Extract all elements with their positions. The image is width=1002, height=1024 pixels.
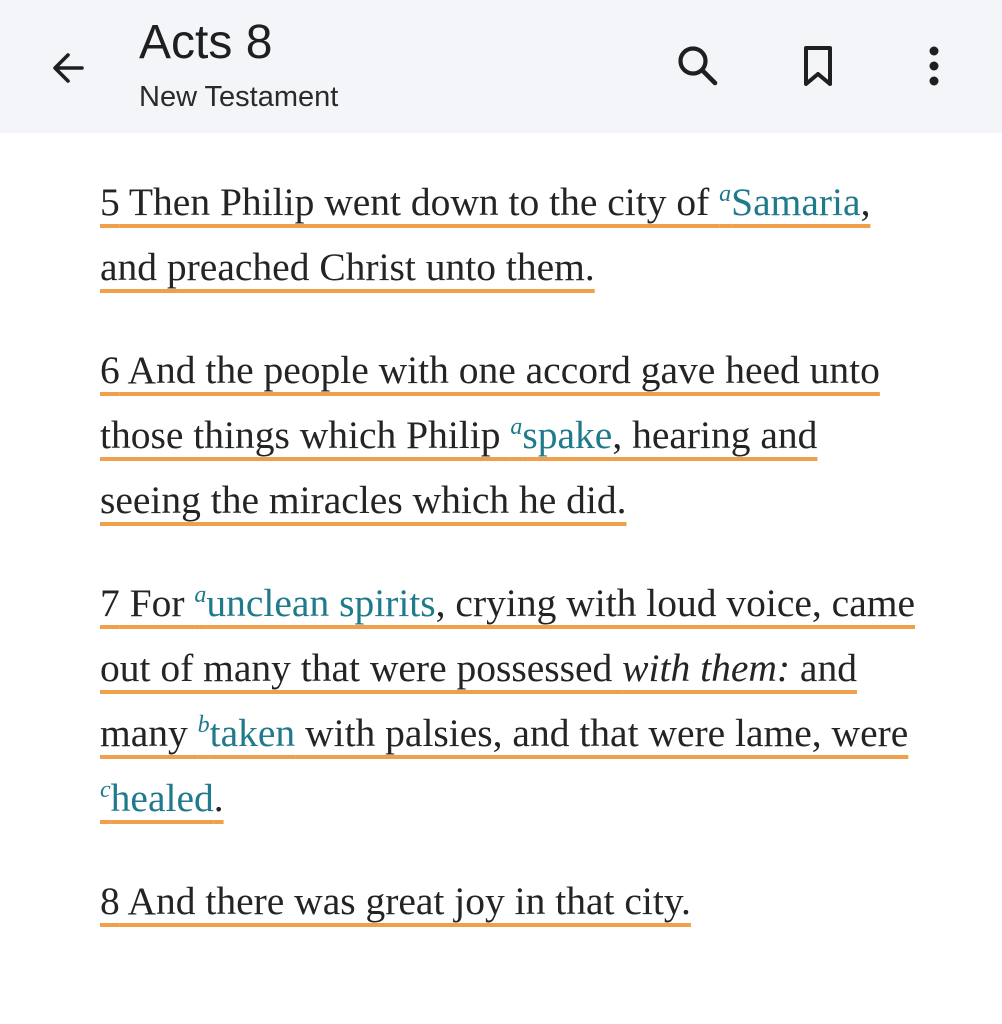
verse-text: .: [213, 776, 224, 820]
italic-text: with them:: [622, 646, 791, 690]
verse-number: 8: [100, 879, 120, 923]
footnote-link[interactable]: unclean spirits: [206, 581, 436, 625]
bookmark-icon: [798, 43, 838, 89]
title-block: [139, 14, 338, 115]
verse-text: with palsies, and that were lame, were: [295, 711, 909, 755]
more-options-button[interactable]: [902, 34, 966, 98]
arrow-left-icon: [48, 48, 88, 88]
footnote-link[interactable]: Samaria: [731, 180, 861, 224]
verse-text: , hearing and seeing the miracles which he did.: [100, 413, 818, 522]
search-button[interactable]: [666, 34, 730, 98]
page-title: Acts 8: [139, 16, 273, 69]
verse-6[interactable]: [100, 338, 920, 533]
footnote-link[interactable]: spake: [522, 413, 613, 457]
back-button[interactable]: [38, 38, 98, 98]
verse-text: , crying with loud voice, came out of many that were possessed: [100, 581, 915, 690]
footnote-marker[interactable]: c: [100, 776, 111, 803]
footnote-marker[interactable]: a: [194, 581, 207, 608]
verse-text: And the people with one accord gave heed unto those things which Philip: [100, 348, 880, 457]
more-vertical-icon: [924, 43, 944, 89]
verse-8[interactable]: [100, 869, 920, 934]
app-bar: [0, 0, 1002, 133]
bookmark-button[interactable]: [786, 34, 850, 98]
verse-text: Then Philip went down to the city of: [119, 180, 720, 224]
verse-7[interactable]: [100, 571, 920, 831]
highlighted-verse-text: [100, 348, 880, 522]
verse-text: and many: [100, 646, 857, 755]
footnote-link[interactable]: healed: [110, 776, 214, 820]
verse-text: And there was great joy in that city.: [119, 879, 691, 923]
page-subtitle: New Testament: [139, 81, 339, 113]
verse-number: 6: [100, 348, 120, 392]
verse-text: For: [119, 581, 195, 625]
highlighted-verse-text: [100, 581, 915, 820]
chapter-content: [100, 170, 920, 972]
highlighted-verse-text: [100, 879, 691, 923]
footnote-marker[interactable]: b: [197, 711, 210, 738]
footnote-marker[interactable]: a: [510, 413, 523, 440]
verse-number: 5: [100, 180, 120, 224]
verse-number: 7: [100, 581, 120, 625]
highlighted-verse-text: [100, 180, 870, 289]
footnote-marker[interactable]: a: [719, 180, 732, 207]
footnote-link[interactable]: taken: [209, 711, 296, 755]
verse-5[interactable]: [100, 170, 920, 300]
verse-text: , and preached Christ unto them.: [100, 180, 871, 289]
search-icon: [675, 43, 721, 89]
